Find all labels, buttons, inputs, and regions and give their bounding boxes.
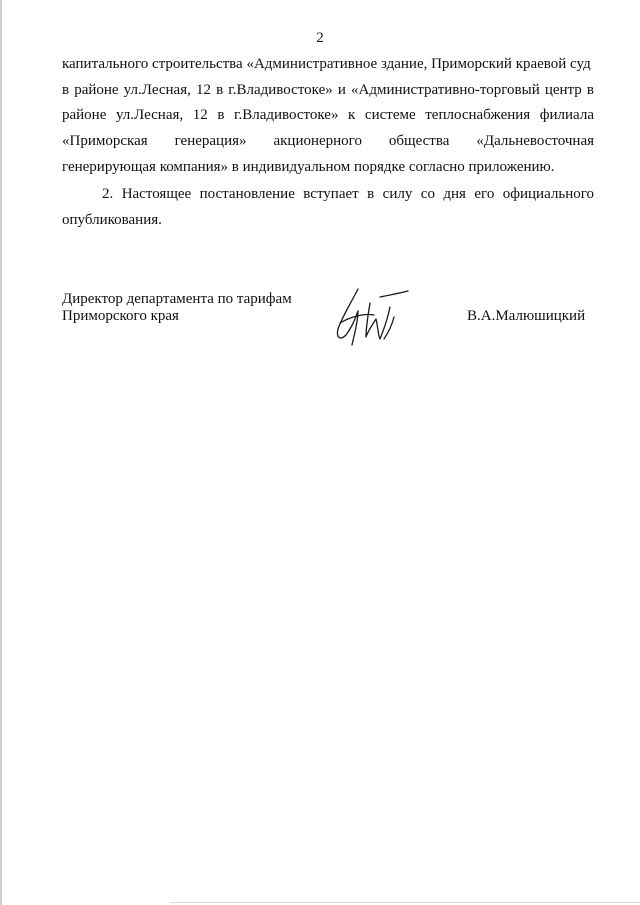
signatory-name: В.А.Малюшицкий xyxy=(467,308,586,324)
paragraph-1-line-3: районе ул.Лесная, 12 в г.Владивостоке» к системе теплоснабжения филиала xyxy=(62,107,594,124)
page-number: 2 xyxy=(316,30,324,46)
scan-bottom-mark xyxy=(170,902,640,903)
signatory-position xyxy=(62,291,292,325)
paragraph-1-line-4: «Приморская генерация» акционерного общества «Дальневосточная xyxy=(62,133,594,150)
paragraph-1-line-2: в районе ул.Лесная, 12 в г.Владивостоке» и «Административно-торговый центр в xyxy=(62,81,594,98)
signatory-position-line-2: Приморского края xyxy=(62,308,179,324)
paragraph-1-line-5: генерирующая компания» в индивидуальном порядке согласно приложению. xyxy=(62,158,555,175)
scan-edge-mark xyxy=(0,0,2,905)
paragraph-2-line-2: опубликования. xyxy=(62,211,162,228)
paragraph-1-line-1: капитального строительства «Административное здание, Приморский краевой суд xyxy=(62,56,591,72)
paragraph-2 xyxy=(62,182,594,233)
paragraph-2-line-1: 2. Настоящее постановление вступает в силу со дня его официального xyxy=(102,186,594,202)
handwritten-signature xyxy=(328,283,418,353)
signatory-position-line-1: Директор департамента по тарифам xyxy=(62,291,292,307)
paragraph-1 xyxy=(62,52,594,181)
